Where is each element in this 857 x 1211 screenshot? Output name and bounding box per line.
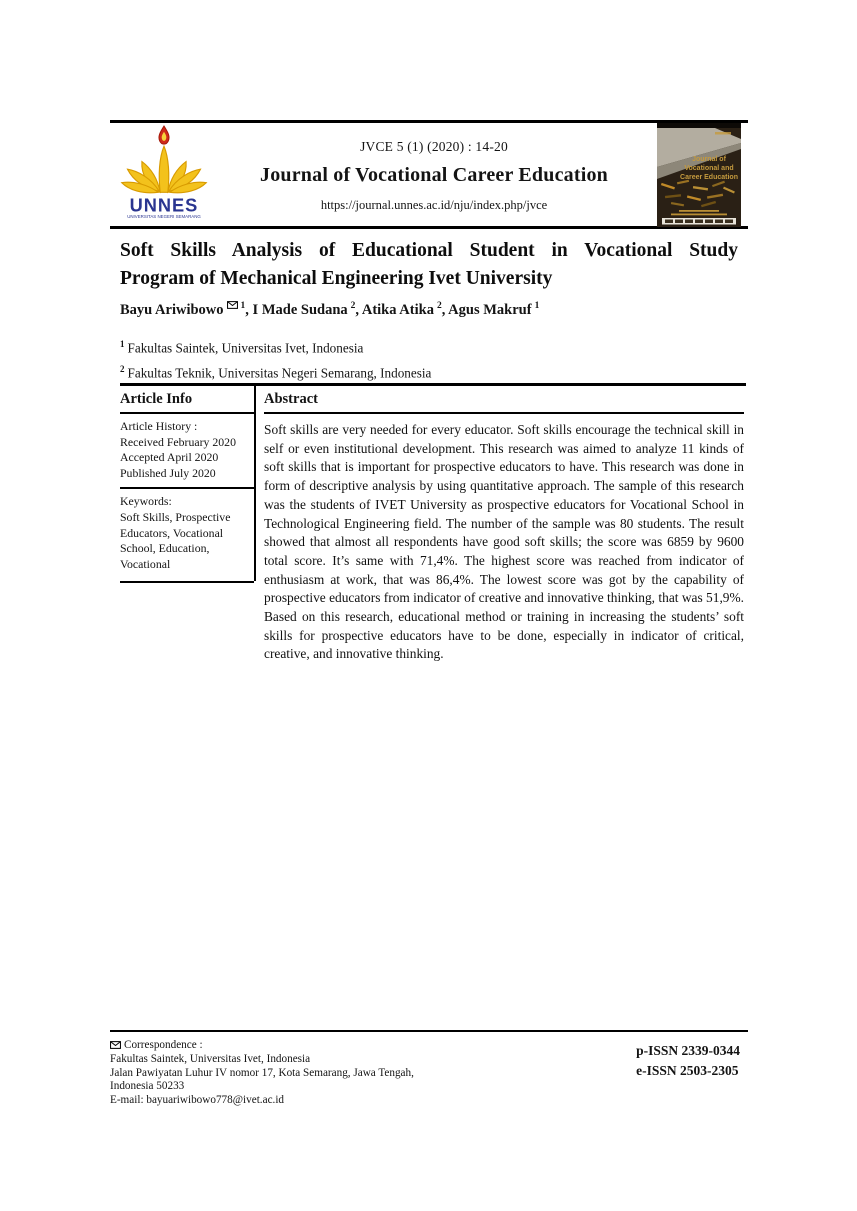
info-abstract-table	[120, 383, 746, 664]
correspondence-line	[110, 1039, 580, 1053]
affiliation-2	[120, 359, 738, 384]
cover-title-line1: Journal of	[692, 155, 726, 163]
abstract-heading: Abstract	[264, 391, 318, 407]
authors-line	[120, 301, 738, 319]
author-4-affil-mark: 1	[534, 301, 540, 311]
e-issn: e-ISSN 2503-2305	[636, 1063, 739, 1078]
author-separator: ,	[355, 301, 360, 318]
cover-title-line2: Vocational and	[684, 164, 734, 172]
abstract-column	[264, 386, 744, 664]
affiliation-1-text: Fakultas Saintek, Universitas Ivet, Indonesia	[127, 340, 364, 356]
author-separator: ,	[441, 301, 446, 318]
issn-block	[636, 1041, 748, 1108]
journal-url-link[interactable]: https://journal.unnes.ac.id/nju/index.php/jvce	[320, 197, 548, 212]
author-3-name: Atika Atika	[361, 301, 434, 318]
journal-header	[110, 120, 748, 229]
author-2	[253, 302, 359, 318]
correspondence-email-link[interactable]: E-mail: bayuariwibowo778@ivet.ac.id	[110, 1094, 285, 1107]
journal-cover-icon	[657, 123, 741, 227]
article-title	[120, 237, 738, 292]
cover-title-line3: Career Education	[680, 173, 738, 181]
article-title-line1: Soft Skills Analysis of Educational Student in Vocational Study	[120, 240, 738, 261]
correspondence-label: Correspondence :	[124, 1039, 203, 1051]
author-2-name: I Made Sudana	[252, 301, 348, 318]
author-separator: ,	[245, 301, 249, 318]
correspondence-block	[110, 1039, 580, 1108]
rule	[120, 581, 254, 583]
author-3	[362, 302, 446, 318]
affiliation-1-mark: 1	[120, 339, 125, 349]
author-1-affil-mark: 1	[240, 301, 246, 311]
affiliation-2-text: Fakultas Teknik, Universitas Negeri Semarang, Indonesia	[127, 365, 432, 381]
affiliations	[120, 334, 738, 384]
p-issn: p-ISSN 2339-0344	[636, 1043, 740, 1058]
affiliation-2-mark: 2	[120, 363, 125, 374]
article-history-label: Article History :	[120, 419, 198, 433]
journal-title: Journal of Vocational Career Education	[260, 163, 608, 186]
article-history-block	[120, 414, 254, 487]
page-footer	[110, 1030, 748, 1108]
keywords-text: Soft Skills, Prospective Educators, Vocational School, Education, Vocational	[120, 509, 231, 571]
unnes-logo-subtitle: UNIVERSITAS NEGERI SEMARANG	[127, 213, 201, 219]
author-4	[448, 302, 539, 318]
unnes-logo-icon	[116, 125, 212, 225]
history-published: Published July 2020	[120, 465, 216, 480]
correspondence-envelope-icon	[110, 1041, 121, 1049]
correspondence-address-3: Indonesia 50233	[110, 1080, 185, 1093]
author-1	[120, 302, 249, 318]
unnes-logo	[110, 125, 218, 225]
abstract-text: Soft skills are very needed for every educator. Soft skills encourage the technical skill in self or even institutional development. This research was aimed to analyze 11 kinds of soft skills that is important for prospective educators to have. This research was done in form of descriptive analysis by using quantitative approach. The sample of this research was the students of IVET University as prospective educators for Vocational School in Technological Engineering field. The number of the sample was 80 students. The result showed that almost all respondents have good soft skills; the score was 6859 by 9600 total score. It’s same with 71,4%. The highest score was reached from indicator of enthusiasm at work, that was 86,4%. The lowest score was got by the capability of prospective educators from indicator of creative and innovative thinking, that was 51,9%. Based on this research, educational method or training in increasing the students’ soft skills for prospective educators have to be done, especially in indicator of critical, creative, and innovative thinking.	[264, 422, 744, 662]
author-2-affil-mark: 2	[350, 301, 356, 311]
author-4-name: Agus Makruf	[448, 301, 532, 318]
issue-citation: JVCE 5 (1) (2020) : 14-20	[360, 138, 508, 154]
history-accepted: Accepted April 2020	[120, 450, 219, 465]
header-center	[218, 137, 650, 213]
author-3-affil-mark: 2	[436, 301, 442, 311]
correspondence-address-2: Jalan Pawiyatan Luhur IV nomor 17, Kota Semarang, Jawa Tengah,	[110, 1066, 414, 1079]
article-title-line2: Program of Mechanical Engineering Ivet University	[120, 267, 553, 289]
journal-cover-thumbnail	[650, 123, 748, 227]
author-1-name: Bayu Ariwibowo	[120, 301, 224, 318]
article-info-heading: Article Info	[120, 391, 193, 407]
keywords-block	[120, 489, 254, 581]
history-received: Received February 2020	[120, 434, 236, 449]
affiliation-1	[120, 334, 738, 359]
keywords-label: Keywords:	[120, 494, 172, 509]
article-info-column	[120, 386, 254, 664]
unnes-logo-text: UNNES	[129, 193, 199, 215]
correspondence-address-1: Fakultas Saintek, Universitas Ivet, Indonesia	[110, 1052, 311, 1065]
column-divider	[254, 386, 256, 581]
corresponding-author-envelope-icon	[227, 301, 238, 309]
